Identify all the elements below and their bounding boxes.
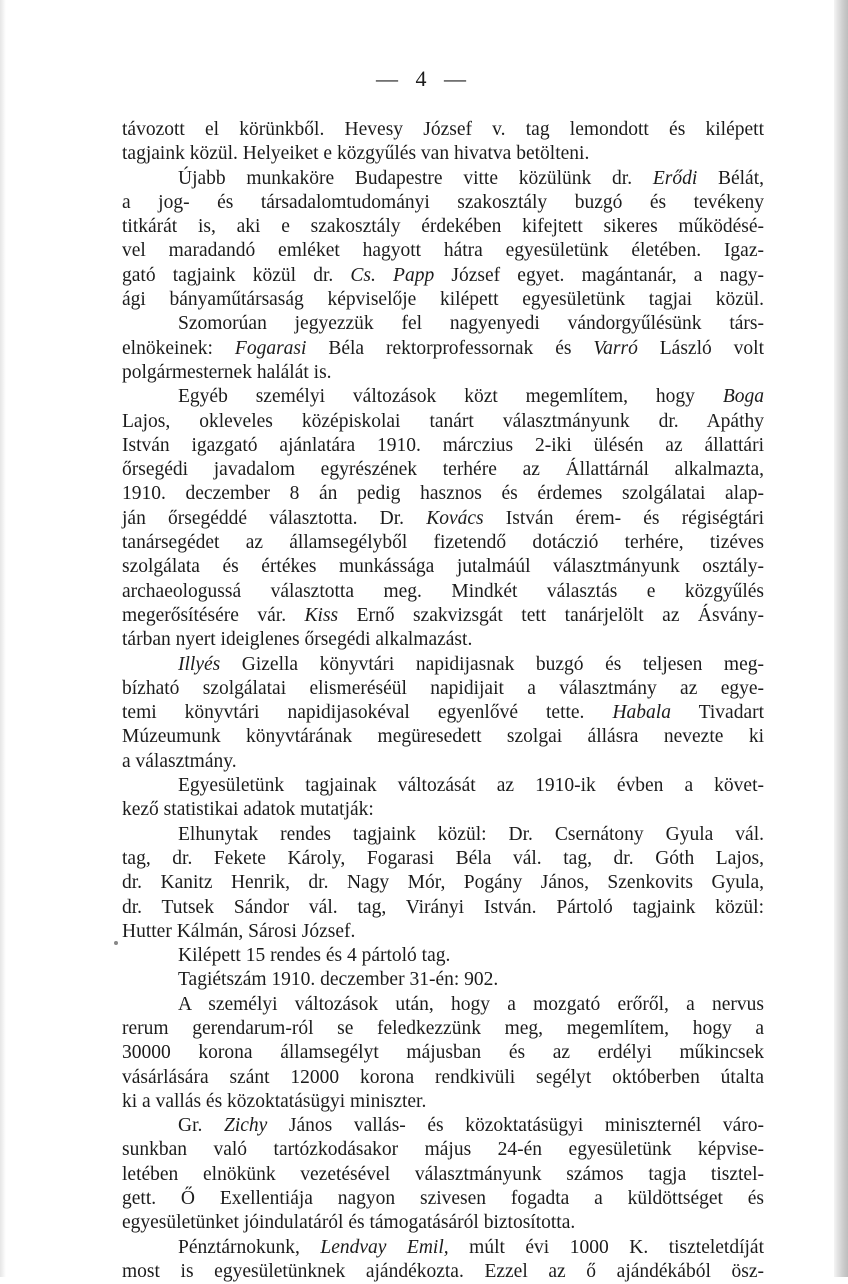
text-line — [122, 798, 764, 822]
body-text — [122, 118, 764, 1284]
text-fragment: Béla rektorprofessornak és — [306, 337, 594, 359]
text-fragment: múlt évi 1000 K. tiszteletdíját — [448, 1236, 764, 1258]
text-fragment: vásárlására szánt 12000 korona rendkivüli segélyt októberben útalta — [122, 1066, 764, 1088]
text-line — [122, 288, 764, 312]
text-fragment: Ernő szakvizsgát tett tanárjelölt az Ásvány- — [338, 604, 764, 626]
text-fragment: Gr. — [178, 1115, 224, 1137]
text-line — [122, 750, 764, 774]
italic-name: Kiss — [304, 604, 339, 626]
text-line — [122, 580, 764, 604]
text-line — [122, 482, 764, 506]
italic-name: Lendvay Emil, — [320, 1236, 449, 1258]
text-line — [122, 993, 764, 1017]
text-line — [122, 920, 764, 944]
text-fragment: Elhunytak rendes tagjaink közül: Dr. Csernátony Gyula vál. — [178, 823, 764, 845]
text-line — [122, 968, 764, 992]
text-line — [122, 847, 764, 871]
text-line — [122, 1090, 764, 1114]
text-fragment: vel maradandó emléket hagyott hátra egyesületünk életében. Igaz- — [122, 240, 764, 262]
text-fragment: ági bányaműtársaság képviselője kilépett egyesületünk tagjai közül. — [122, 289, 764, 311]
text-fragment: Kilépett 15 rendes és 4 pártoló tag. — [178, 945, 451, 967]
text-line — [122, 264, 764, 288]
text-fragment: most is egyesületünknek ajándékozta. Ezzel az ő ajándékából ösz- — [122, 1260, 764, 1282]
text-fragment: gett. Ő Exellentiája nagyon szivesen fogadta a küldöttséget és — [122, 1188, 764, 1210]
text-fragment: őrsegédi javadalom egyrészének terhére az Állattárnál alkalmazta, — [122, 459, 764, 481]
text-fragment: Gizella könyvtári napidijasnak buzgó és teljesen meg- — [220, 653, 764, 675]
text-fragment: dr. Tutsek Sándor vál. tag, Virányi István. Pártoló tagjaink közül: — [122, 896, 764, 918]
text-fragment: polgármesternek halálát is. — [122, 361, 332, 383]
text-fragment: bízható szolgálatai elismeréséül napidijait a választmány az egye- — [122, 677, 764, 699]
text-line — [122, 701, 764, 725]
text-line — [122, 1211, 764, 1235]
text-fragment: megerősítésére vár. — [122, 604, 305, 626]
text-line — [122, 361, 764, 385]
italic-name: Fogarasi — [234, 337, 307, 359]
text-line — [122, 1163, 764, 1187]
text-fragment: egyesületünket jóindulatáról és támogatásáról biztosította. — [122, 1212, 576, 1234]
text-fragment: Bélát, — [697, 167, 765, 189]
text-fragment: Egyesületünk tagjainak változását az 1910-ik évben a követ- — [178, 775, 764, 797]
text-fragment: szolgálata és értékes munkássága jutalmáúl választmányunk osztály- — [122, 556, 764, 578]
text-fragment: Hutter Kálmán, Sárosi József. — [122, 920, 356, 942]
text-line — [122, 410, 764, 434]
text-line — [122, 1138, 764, 1162]
italic-name: Boga — [722, 386, 764, 408]
text-line — [122, 215, 764, 239]
text-line — [122, 871, 764, 895]
text-fragment: sunkban való tartózkodásakor május 24-én egyesületünk képvise- — [122, 1139, 764, 1161]
text-fragment: a jog- és társadalomtudományi szakosztály buzgó és tevékeny — [122, 191, 764, 213]
text-fragment: 1910. deczember 8 án pedig hasznos és érdemes szolgálatai alap- — [122, 483, 764, 505]
text-line — [122, 1017, 764, 1041]
text-fragment: 30000 korona államsegélyt májusban és az erdélyi műkincsek — [122, 1042, 764, 1064]
text-fragment: dr. Kanitz Henrik, dr. Nagy Mór, Pogány János, Szenkovits Gyula, — [122, 872, 764, 894]
text-line — [122, 628, 764, 652]
page-number: — 4 — — [376, 66, 472, 91]
text-line — [122, 1114, 764, 1138]
text-line — [122, 191, 764, 215]
text-fragment: Lajos, okleveles középiskolai tanárt választmányunk dr. Apáthy — [122, 410, 764, 432]
text-fragment: archaeologussá választotta meg. Mindkét választás e közgyűlés — [122, 580, 764, 602]
text-line — [122, 1041, 764, 1065]
text-line — [122, 823, 764, 847]
text-line — [122, 774, 764, 798]
text-fragment: titkárát is, aki e szakosztály érdekében kifejtett sikeres működésé- — [122, 216, 764, 238]
text-fragment: Tivadart — [670, 702, 765, 724]
text-fragment: tárban nyert ideiglenes őrsegédi alkalmazást. — [122, 629, 473, 651]
text-fragment: tagjaink közül. Helyeiket e közgyűlés van hivatva betölteni. — [122, 143, 590, 165]
text-line — [122, 337, 764, 361]
text-fragment: ki a vallás és közoktatásügyi miniszter. — [122, 1090, 427, 1112]
text-fragment: a választmány. — [122, 750, 237, 772]
text-line — [122, 725, 764, 749]
text-fragment: ján őrsegéddé választotta. Dr. — [122, 507, 427, 529]
text-fragment: távozott el körünkből. Hevesy József v. tag lemondott és kilépett — [122, 119, 764, 140]
text-fragment: A személyi változások után, hogy a mozgató erőről, a nervus — [178, 993, 764, 1015]
text-line — [122, 458, 764, 482]
text-line — [122, 1260, 764, 1284]
text-fragment: elnökeinek: — [122, 337, 235, 359]
text-line — [122, 312, 764, 336]
text-line — [122, 677, 764, 701]
text-line — [122, 944, 764, 968]
text-line — [122, 167, 764, 191]
text-fragment: László volt — [637, 337, 764, 359]
italic-name: Illyés — [178, 653, 221, 675]
text-line — [122, 118, 764, 142]
text-fragment: István igazgató ajánlatára 1910. márczius 2-iki ülésén az állattári — [122, 434, 764, 456]
text-fragment: Pénztárnokunk, — [178, 1236, 321, 1258]
text-fragment: Szomorúan jegyezzük fel nagyenyedi vándorgyűlésünk társ- — [178, 313, 764, 335]
text-fragment: tanársegédet az államsegélyből fizetendő dotáczió terhére, tizéves — [122, 532, 764, 554]
text-line — [122, 142, 764, 166]
text-line — [122, 531, 764, 555]
text-line — [122, 1236, 764, 1260]
scan-speck — [114, 941, 118, 945]
text-line — [122, 1066, 764, 1090]
text-fragment: Múzeumunk könyvtárának megüresedett szolgai állásra nevezte ki — [122, 726, 764, 748]
text-fragment: Tagiétszám 1910. deczember 31-én: 902. — [178, 969, 499, 991]
text-line — [122, 604, 764, 628]
text-line — [122, 385, 764, 409]
italic-name: Kovács — [426, 507, 484, 529]
text-line — [122, 653, 764, 677]
text-fragment: Egyéb személyi változások közt megemlítem, hogy — [178, 386, 723, 408]
italic-name: Varró — [593, 337, 638, 359]
scan-edge-right — [834, 0, 848, 1277]
text-line — [122, 434, 764, 458]
text-line — [122, 1187, 764, 1211]
text-fragment: Újabb munkaköre Budapestre vitte közülünk dr. — [178, 167, 653, 189]
text-line — [122, 896, 764, 920]
italic-name: Erődi — [652, 167, 698, 189]
text-fragment: letében elnökünk vezetésével választmányunk számos tagja tisztel- — [122, 1163, 764, 1185]
text-fragment: tag, dr. Fekete Károly, Fogarasi Béla vál. tag, dr. Góth Lajos, — [122, 847, 764, 869]
italic-name: Cs. Papp — [350, 264, 435, 286]
text-fragment: József egyet. magántanár, a nagy- — [434, 264, 764, 286]
text-fragment: kező statistikai adatok mutatják: — [122, 799, 374, 821]
text-line — [122, 239, 764, 263]
italic-name: Zichy — [223, 1115, 268, 1137]
italic-name: Habala — [612, 702, 671, 724]
text-fragment: gató tagjaink közül dr. — [122, 264, 351, 286]
text-fragment: István érem- és régiségtári — [483, 507, 764, 529]
text-line — [122, 555, 764, 579]
text-fragment: János vallás- és közoktatásügyi miniszternél váro- — [267, 1115, 764, 1137]
scan-edge-left — [0, 0, 6, 1277]
text-fragment: temi könyvtári napidijasokéval egyenlővé tette. — [122, 702, 613, 724]
text-fragment: rerum gerendarum-ról se feledkezzünk meg, megemlítem, hogy a — [122, 1017, 764, 1039]
text-line — [122, 507, 764, 531]
